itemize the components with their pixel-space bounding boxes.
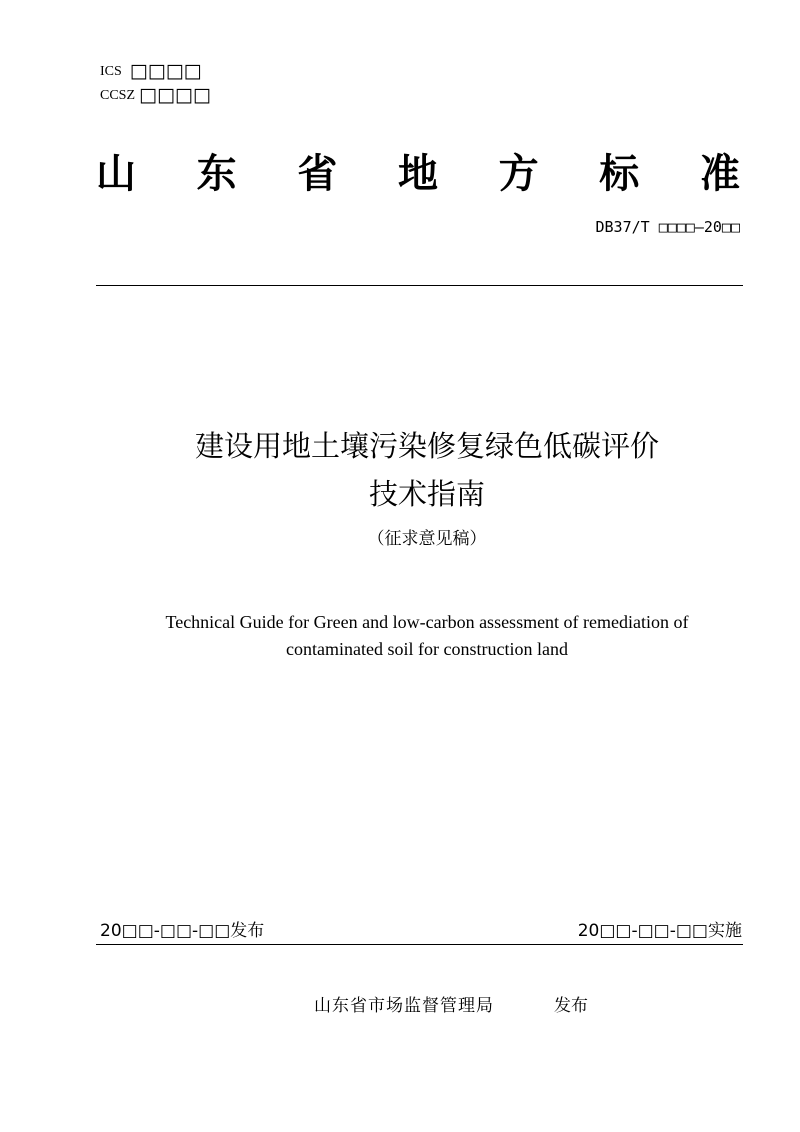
standard-title-char: 方: [498, 151, 539, 197]
ccsz-code-row: [100, 85, 211, 106]
document-title-line1: 建设用地土壤污染修复绿色低碳评价: [194, 429, 659, 463]
issuing-authority: 山东省市场监督管理局: [314, 996, 494, 1016]
footer-divider: [96, 944, 743, 945]
standard-title-char: 准: [699, 151, 740, 197]
standard-title-char: 省: [297, 151, 338, 197]
ics-code-row: [100, 61, 202, 82]
ics-value: □□□□: [129, 60, 202, 82]
ccsz-value: □□□□: [139, 84, 211, 106]
standard-title-char: 标: [599, 151, 640, 197]
ccsz-label: CCSZ: [100, 88, 136, 103]
standard-type-title: [96, 148, 740, 200]
standard-title-char: 东: [196, 151, 237, 197]
draft-status-note: （征求意见稿）: [367, 529, 487, 549]
issuing-label: 发布: [554, 996, 588, 1016]
standard-title-char: 地: [397, 151, 438, 197]
english-title-line1: Technical Guide for Green and low-carbon assessment of remediation of: [165, 612, 689, 632]
implement-date: 20□□-□□-□□实施: [577, 921, 742, 941]
standard-number: DB37/T □□□□—20□□: [595, 218, 740, 236]
publish-date: 20□□-□□-□□发布: [100, 921, 265, 941]
ics-label: ICS: [100, 64, 122, 79]
header-divider: [96, 285, 743, 286]
document-title-line2: 技术指南: [368, 477, 485, 511]
standard-title-char: 山: [96, 151, 136, 197]
english-title-line2: contaminated soil for construction land: [286, 639, 568, 659]
